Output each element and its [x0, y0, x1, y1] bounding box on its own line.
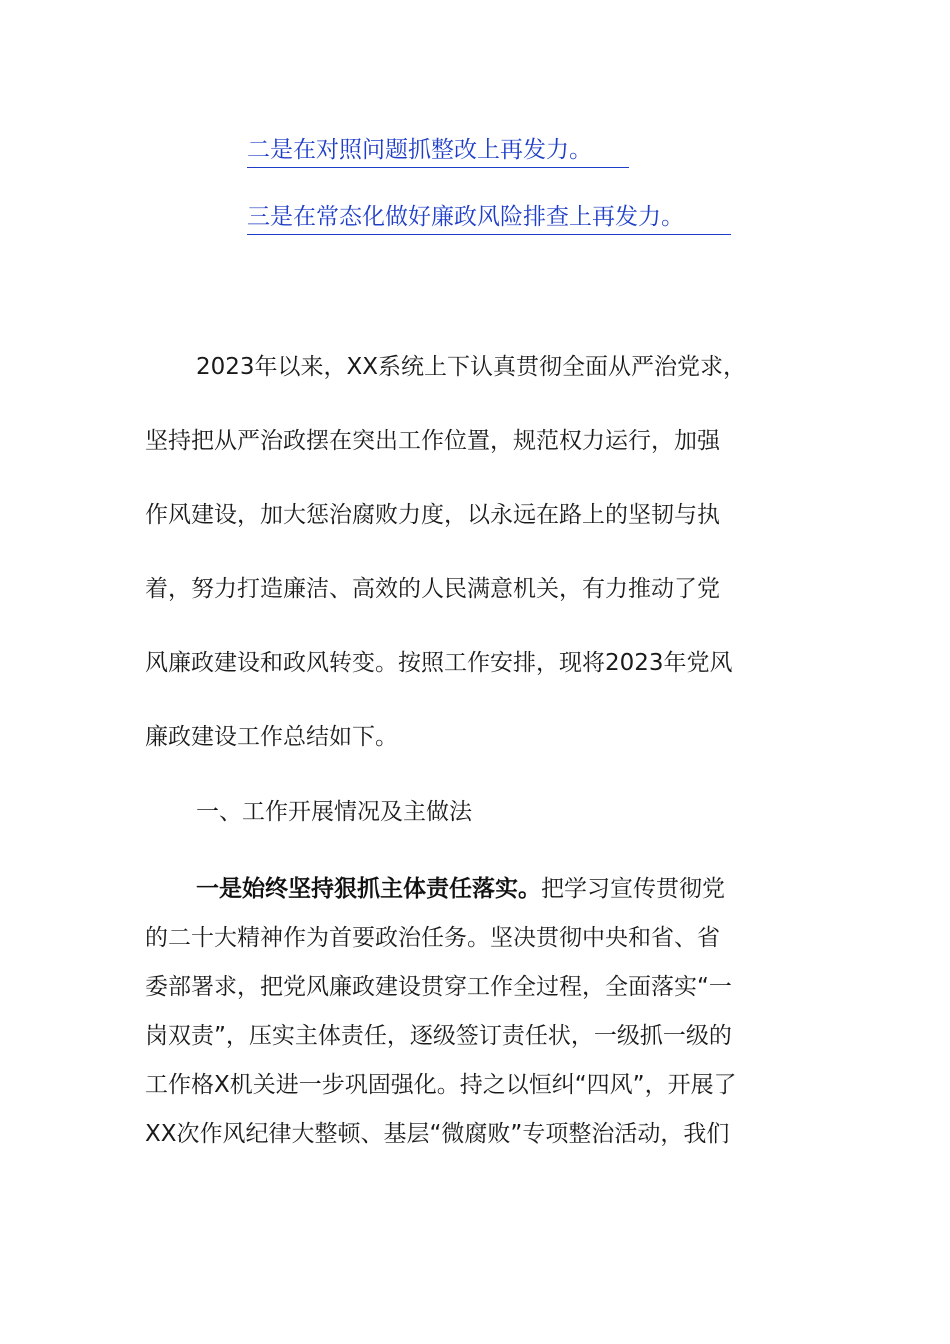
intro-line: 着，努力打造廉洁、高效的人民满意机关，有力推动了党: [145, 576, 720, 602]
intro-line: 风廉政建设和政风转变。按照工作安排，现将2023年党风: [145, 650, 733, 676]
body-line: 岗双责”，压实主体责任，逐级签订责任状，一级抓一级的: [145, 1023, 732, 1049]
body-line: 的二十大精神作为首要政治任务。坚决贯彻中央和省、省: [145, 925, 720, 951]
body-line: 委部署求，把党风廉政建设贯穿工作全过程，全面落实“一: [145, 974, 732, 1000]
body-line-lead: [145, 865, 835, 914]
intro-line: 廉政建设工作总结如下。: [145, 724, 398, 750]
section-body-paragraph: [145, 865, 835, 1159]
intro-line: 作风建设，加大惩治腐败力度，以永远在路上的坚韧与执: [145, 502, 720, 528]
intro-line: 坚持把从严治政摆在突出工作位置，规范权力运行，加强: [145, 428, 720, 454]
body-line: 工作格X机关进一步巩固强化。持之以恒纠“四风”，开展了: [145, 1072, 737, 1098]
intro-line: 2023年以来，XX系统上下认真贯彻全面从严治党求，: [196, 354, 747, 380]
toc-link-item-2[interactable]: 二是在对照问题抓整改上再发力。: [247, 135, 629, 168]
toc-link-item-3[interactable]: 三是在常态化做好廉政风险排查上再发力。: [247, 202, 731, 235]
intro-paragraph: [145, 330, 835, 774]
body-lead-rest: 把学习宣传贯彻党: [541, 876, 725, 902]
section-heading: 一、工作开展情况及主做法: [196, 799, 472, 825]
body-line: XX次作风纪律大整顿、基层“微腐败”专项整治活动，我们: [145, 1121, 730, 1147]
body-lead-bold: 一是始终坚持狠抓主体责任落实。: [196, 876, 541, 902]
